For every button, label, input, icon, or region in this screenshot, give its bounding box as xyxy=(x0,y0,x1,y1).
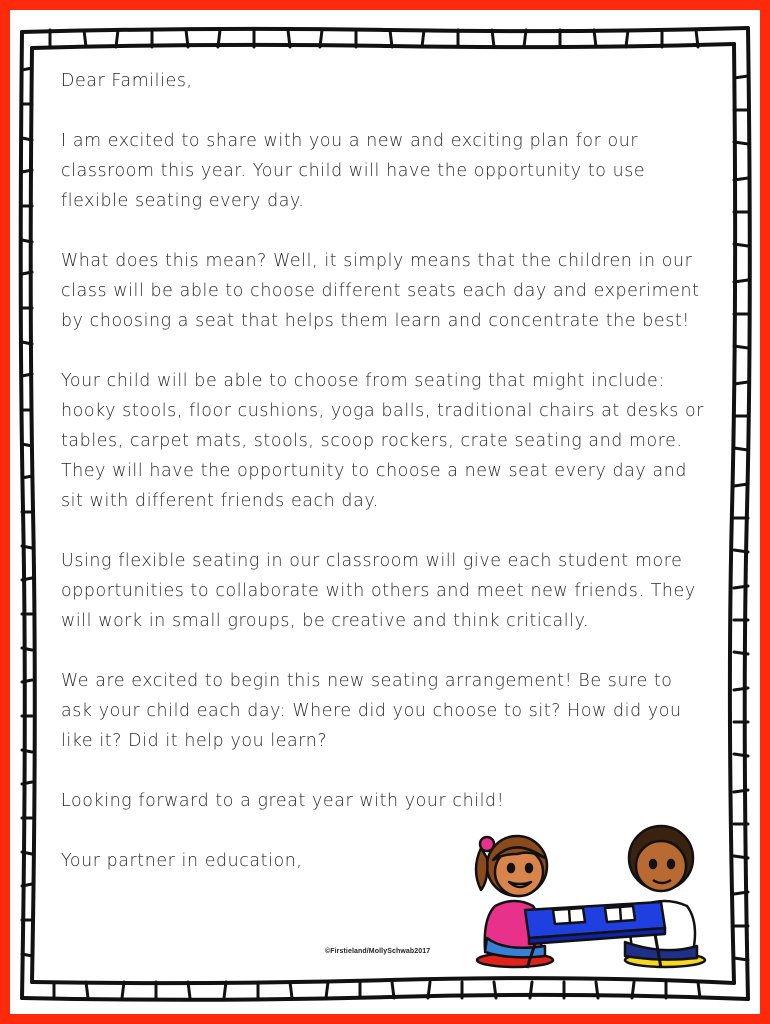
border-tick xyxy=(22,680,32,682)
border-tick xyxy=(492,30,494,47)
border-tick xyxy=(116,30,118,47)
border-tick xyxy=(734,484,748,486)
border-tick xyxy=(494,982,496,998)
border-tick xyxy=(22,170,32,172)
border-tick xyxy=(734,550,748,552)
kids-at-desk-illustration xyxy=(465,810,710,970)
copyright-notice: ©Firstieland/MollySchwab2017 xyxy=(325,948,431,955)
border-tick xyxy=(22,138,32,140)
letter-paragraph-1: I am excited to share with you a new and exciting plan for our classroom this year. Your child will have the opportunity to use flexible seating every day. xyxy=(61,131,646,211)
border-tick xyxy=(734,280,748,282)
border-tick xyxy=(734,754,748,756)
border-tick xyxy=(22,578,32,580)
border-tick xyxy=(22,68,32,70)
border-tick xyxy=(186,30,188,47)
border-tick xyxy=(22,374,32,376)
border-tick xyxy=(594,30,596,47)
border-tick xyxy=(22,884,32,886)
border-tick xyxy=(734,856,748,858)
border-tick xyxy=(320,30,322,47)
letter-page xyxy=(10,10,760,1014)
border-tick xyxy=(734,688,748,690)
border-tick xyxy=(22,240,32,242)
border-tick xyxy=(734,586,748,588)
border-tick xyxy=(422,30,424,47)
border-tick xyxy=(734,346,748,348)
border-tick xyxy=(698,982,700,998)
border-tick xyxy=(22,476,32,478)
border-tick xyxy=(22,954,32,956)
border-tick xyxy=(22,852,32,854)
border-tick xyxy=(22,782,32,784)
letter-body xyxy=(61,66,711,876)
border-tick xyxy=(734,892,748,894)
letter-paragraph-2: What does this mean? Well, it simply means that the children in our class will be able to choose different seats each day and experiment by choosing a seat that helps them learn and concentrate the best! xyxy=(61,251,700,331)
border-tick xyxy=(218,30,220,47)
border-tick xyxy=(22,272,32,274)
border-tick xyxy=(734,244,748,246)
letter-paragraph-5: We are excited to begin this new seating arrangement! Be sure to ask your child each day: Where did you choose to sit? How did you like it? Did it help you learn? xyxy=(61,671,682,751)
border-tick xyxy=(734,142,748,144)
letter-paragraph-3: Your child will be able to choose from seating that might include: hooky stools, floor cushions, yoga balls, traditional chairs at desks or tables, carpet mats, stools, scoop rockers, crate seating and more. They will have the opportunity to choose a new seat every day and sit with different friends each day. xyxy=(61,371,704,511)
border-tick xyxy=(122,982,124,998)
border-tick xyxy=(626,30,628,47)
border-tick xyxy=(734,958,748,960)
border-tick xyxy=(596,982,598,998)
border-tick xyxy=(734,76,748,78)
border-tick xyxy=(696,30,698,47)
border-tick xyxy=(84,30,86,47)
border-tick xyxy=(288,30,290,47)
letter-paragraph-4: Using flexible seating in our classroom will give each student more opportunities to collaborate with others and meet new friends. They will work in small groups, be creative and think critically. xyxy=(61,551,696,631)
border-tick xyxy=(22,750,32,752)
border-tick xyxy=(86,982,88,998)
border-tick xyxy=(734,652,748,654)
border-tick xyxy=(734,790,748,792)
border-tick xyxy=(224,982,226,998)
border-tick xyxy=(392,982,394,998)
letter-paragraph-6: Looking forward to a great year with your child! xyxy=(61,791,505,811)
border-tick xyxy=(22,444,32,446)
border-tick xyxy=(734,178,748,180)
border-tick xyxy=(22,648,32,650)
letter-greeting: Dear Families, xyxy=(61,71,193,91)
border-tick xyxy=(22,342,32,344)
border-tick xyxy=(632,982,634,998)
border-tick xyxy=(524,30,526,47)
border-tick xyxy=(326,982,328,998)
border-tick xyxy=(390,30,392,47)
border-tick xyxy=(428,982,430,998)
letter-closing: Your partner in education, xyxy=(61,851,303,871)
border-tick xyxy=(22,546,32,548)
border-tick xyxy=(530,982,532,998)
border-tick xyxy=(290,982,292,998)
border-tick xyxy=(734,382,748,384)
border-tick xyxy=(734,448,748,450)
border-tick xyxy=(188,982,190,998)
